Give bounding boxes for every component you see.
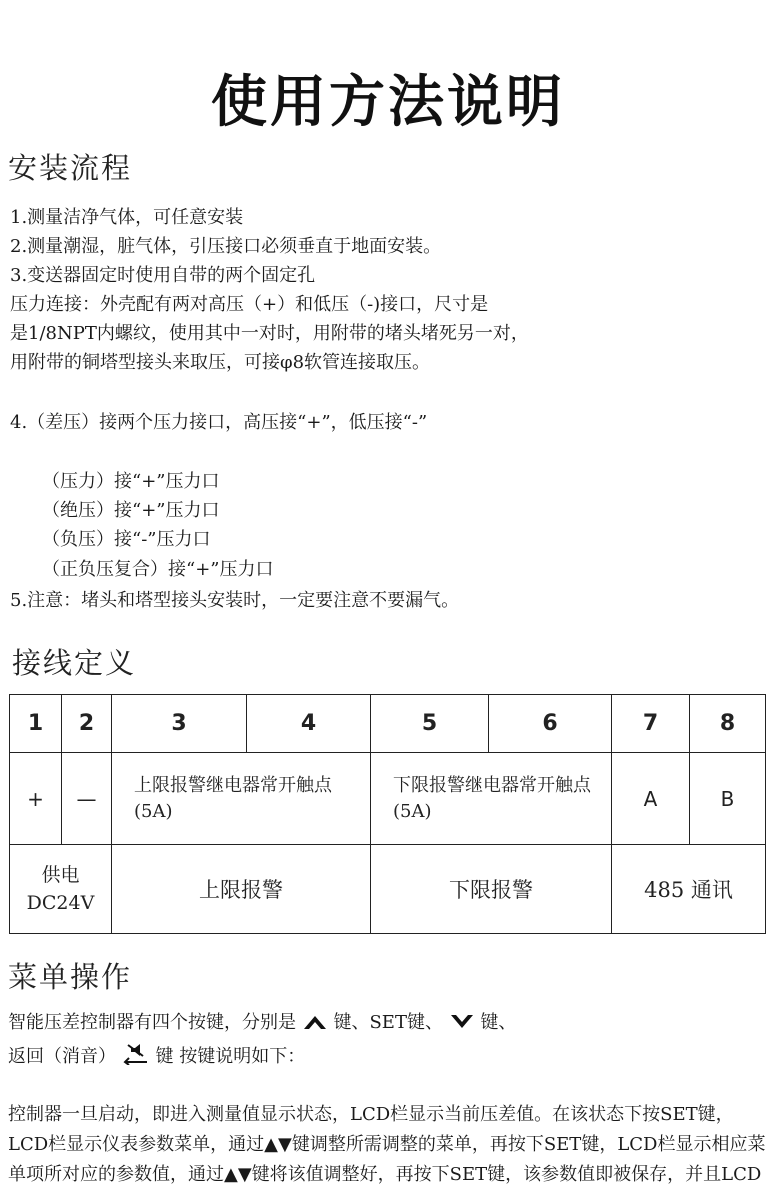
signal-b: B [690,753,766,845]
up-key-icon [302,1011,328,1041]
menu-intro-part-d: 返回（消音） [8,1046,116,1067]
wiring-table [9,694,766,934]
page-title: 使用方法说明 [211,70,565,135]
lower-alarm-cell: 下限报警 [371,845,612,934]
down-key-icon [449,1011,475,1041]
menu-intro-part-c: 键、 [480,1012,517,1033]
menu-description: 控制器一旦启动，即进入测量值显示状态，LCD栏显示当前压差值。在该状态下按SET键，LCD栏显示仪表参数菜单，通过▲▼键调整所需调整的菜单，再按下SET键，LCD栏显示相应菜单项所对应的参数值，通过▲▼键将该值调整好，再按下SET键，该参数值即被保存，并且LCD [8,1104,766,1185]
pin-1: 1 [10,695,62,753]
install-line-11: （正负压复合）接“+”压力口 [42,559,274,580]
menu-intro-part-b: 键、SET键、 [333,1012,443,1033]
lower-relay-contact: 下限报警继电器常开触点(5A) [371,753,612,845]
power-voltage: DC24V [26,892,95,914]
power-label: 供电 [41,864,80,886]
pin-6: 6 [489,695,612,753]
install-line-12: 5.注意：堵头和塔型接头安装时，一定要注意不要漏气。 [10,590,460,611]
install-heading: 安装流程 [8,151,133,185]
wiring-heading: 接线定义 [12,646,137,680]
install-line-10: （负压）接“-”压力口 [42,529,211,550]
menu-intro-part-a: 智能压差控制器有四个按键，分别是 [8,1012,296,1033]
menu-intro [8,1008,768,1075]
pin-2: 2 [62,695,112,753]
signal-a: A [612,753,690,845]
pin-4: 4 [247,695,371,753]
upper-alarm-cell: 上限报警 [112,845,371,934]
pin-5: 5 [371,695,489,753]
menu-intro-part-e: 键 按键说明如下： [155,1046,306,1067]
pin-8: 8 [690,695,766,753]
install-line-4: 压力连接：外壳配有两对高压（+）和低压（-)接口，尺寸是 [10,294,489,315]
install-line-2: 2.测量潮湿，脏气体，引压接口必须垂直于地面安装。 [10,236,442,257]
install-line-6: 用附带的铜塔型接头来取压，可接φ8软管连接取压。 [10,352,431,373]
pin-3: 3 [112,695,247,753]
signal-minus: — [62,753,112,845]
signal-plus: + [10,753,62,845]
install-line-9: （绝压）接“+”压力口 [42,500,220,521]
install-line-8: （压力）接“+”压力口 [42,471,220,492]
pin-7: 7 [612,695,690,753]
power-supply-cell [10,845,112,934]
menu-heading: 菜单操作 [8,960,133,994]
install-line-1: 1.测量洁净气体，可任意安装 [10,207,244,228]
install-line-3: 3.变送器固定时使用自带的两个固定孔 [10,265,316,286]
upper-relay-contact: 上限报警继电器常开触点(5A) [112,753,371,845]
install-line-5: 是1/8NPT内螺纹，使用其中一对时，用附带的堵头堵死另一对， [10,323,529,344]
rs485-cell: 485 通讯 [612,845,766,934]
return-mute-icon [122,1041,150,1075]
install-line-7: 4.（差压）接两个压力接口，高压接“+”，低压接“-” [10,412,428,433]
